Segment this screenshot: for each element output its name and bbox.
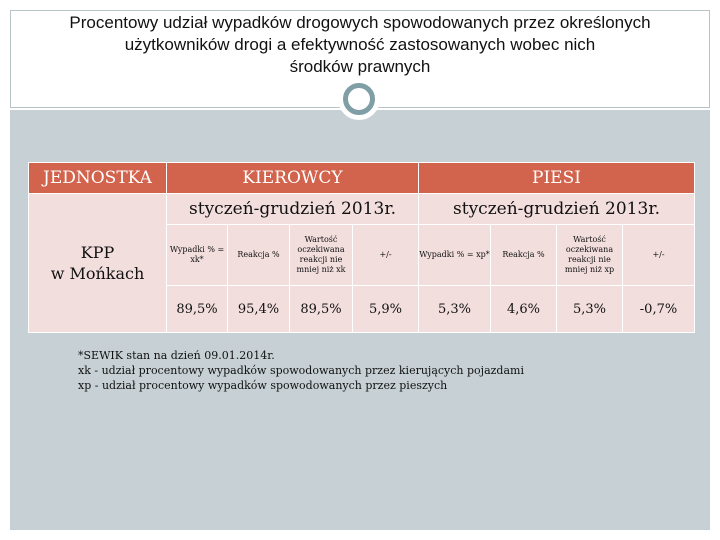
title-line-3: środków prawnych [289, 57, 431, 76]
value-drivers-accidents: 89,5% [167, 286, 228, 333]
group-header-pedestrians: PIESI [419, 163, 695, 194]
value-drivers-expected: 89,5% [290, 286, 353, 333]
unit-cell [29, 194, 167, 333]
footnotes [78, 348, 524, 393]
period-pedestrians: styczeń-grudzień 2013r. [419, 194, 695, 225]
col-header-pedestrians-diff: +/- [623, 225, 695, 286]
unit-header: JEDNOSTKA [29, 163, 167, 194]
value-drivers-reaction: 95,4% [228, 286, 290, 333]
value-pedestrians-expected: 5,3% [557, 286, 623, 333]
col-header-drivers-diff: +/- [353, 225, 419, 286]
col-header-pedestrians-reaction: Reakcja % [491, 225, 557, 286]
statistics-table [28, 162, 695, 333]
footnote-xp: xp - udział procentowy wypadków spowodowanych przez pieszych [78, 379, 448, 392]
col-header-pedestrians-accidents: Wypadki % = xp* [419, 225, 491, 286]
ring-ornament-icon [338, 78, 380, 120]
col-header-drivers-accidents: Wypadki % = xk* [167, 225, 228, 286]
unit-name-line-1: KPP [80, 243, 115, 262]
col-header-drivers-expected: Wartość oczekiwana reakcji nie mniej niż xk [290, 225, 353, 286]
unit-name-line-2: w Mońkach [50, 264, 145, 283]
title-line-1: Procentowy udział wypadków drogowych spowodowanych przez określonych [69, 13, 651, 32]
col-header-pedestrians-expected: Wartość oczekiwana reakcji nie mniej niż xp [557, 225, 623, 286]
footnote-xk: xk - udział procentowy wypadków spowodowanych przez kierujących pojazdami [78, 364, 524, 377]
footnote-source: *SEWIK stan na dzień 09.01.2014r. [78, 349, 275, 362]
slide-title [0, 12, 720, 78]
group-header-drivers: KIEROWCY [167, 163, 419, 194]
value-pedestrians-reaction: 4,6% [491, 286, 557, 333]
value-pedestrians-accidents: 5,3% [419, 286, 491, 333]
value-pedestrians-diff: -0,7% [623, 286, 695, 333]
value-drivers-diff: 5,9% [353, 286, 419, 333]
period-drivers: styczeń-grudzień 2013r. [167, 194, 419, 225]
col-header-drivers-reaction: Reakcja % [228, 225, 290, 286]
title-line-2: użytkowników drogi a efektywność zastosowanych wobec nich [124, 35, 596, 54]
